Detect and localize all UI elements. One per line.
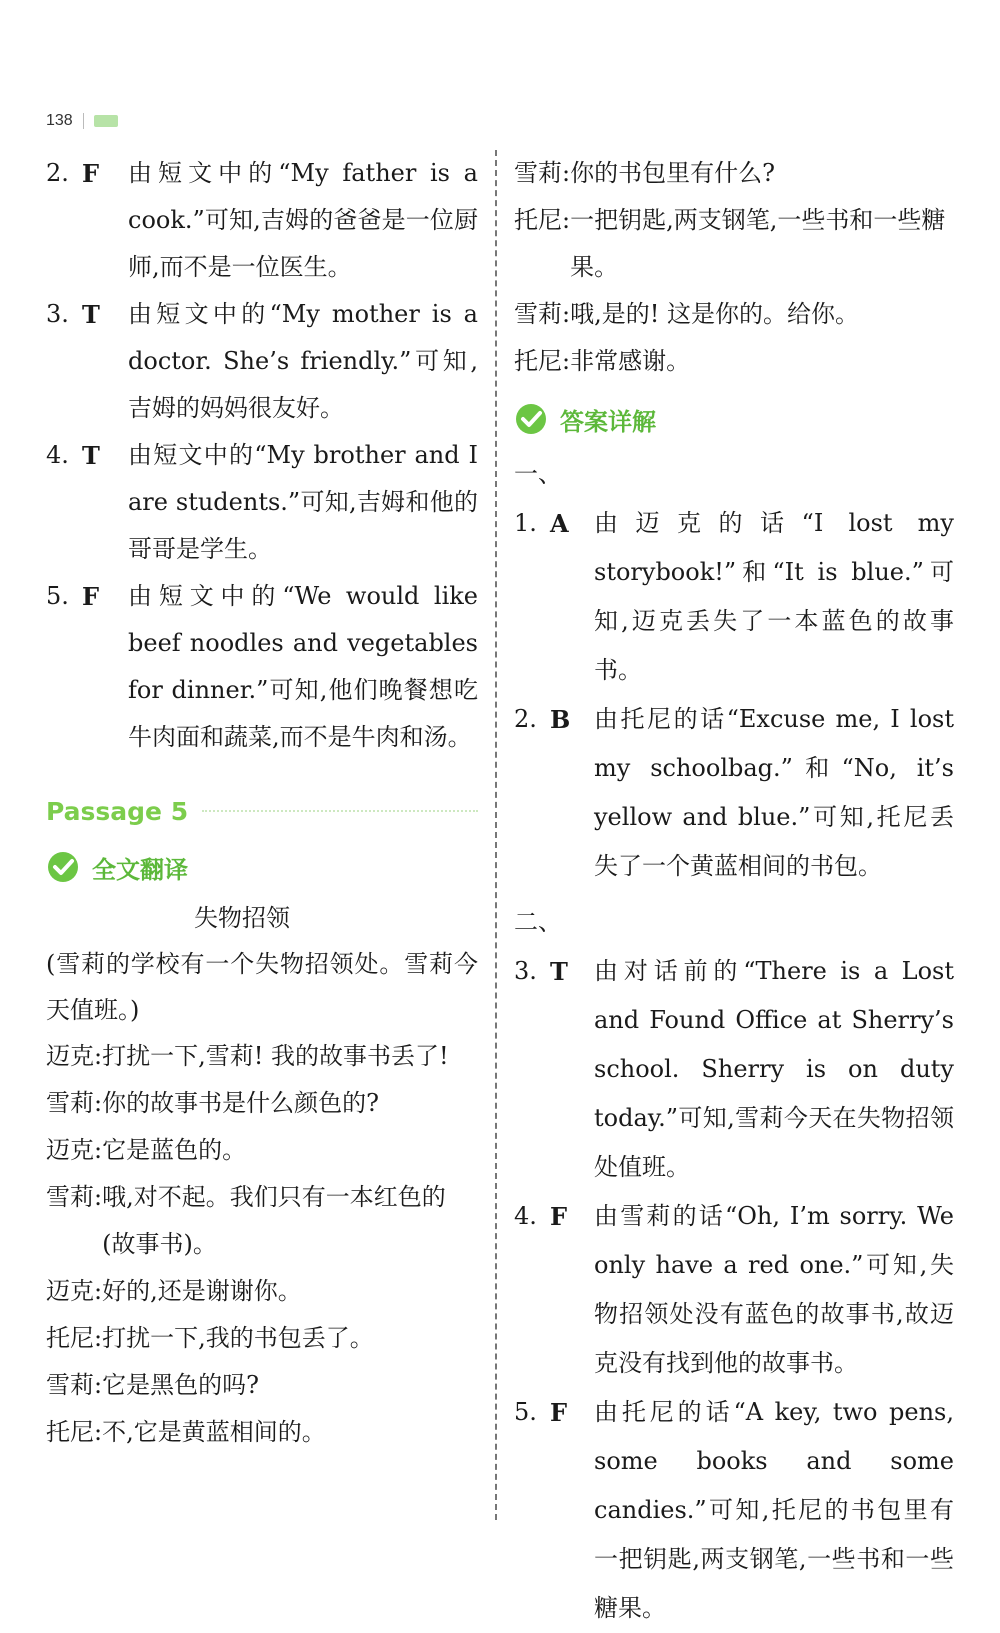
story-intro: (雪莉的学校有一个失物招领处。雪莉今天值班。) [46, 950, 478, 1024]
dialogue-speaker: 迈克: [46, 1277, 103, 1305]
answer-explanation: 由对话前的“There is a Lost and Found Office at Sherry’s school. Sherry is on duty today.”可知,雪莉今天在失物招领处值班。 [594, 957, 954, 1181]
dialogue-text: 好的,还是谢谢你。 [102, 1277, 302, 1305]
dialogue-line [514, 291, 954, 338]
dialogue-speaker: 迈克: [46, 1136, 103, 1164]
page-number: 138 [46, 112, 73, 129]
header-divider [83, 113, 84, 129]
answer-item [46, 432, 478, 573]
dialogue-line [514, 150, 954, 197]
answer-letter: B [550, 705, 571, 734]
section-label: 全文翻译 [92, 855, 188, 884]
answer-number: 2. [46, 159, 69, 187]
dialogue-text: 它是黑色的吗? [102, 1371, 259, 1399]
dialogue-speaker: 雪莉: [46, 1371, 103, 1399]
dialogue-text: 不,它是黄蓝相间的。 [102, 1418, 326, 1446]
dialogue-speaker: 迈克: [46, 1042, 103, 1070]
answer-letter: T [82, 300, 100, 329]
answer-explanation: 由托尼的话“A key, two pens, some books and some candies.”可知,托尼的书包里有一把钥匙,两支钢笔,一些书和一些糖果。 [594, 1398, 954, 1622]
passage-rule [202, 810, 478, 812]
dialogue-text: 哦,是的! 这是你的。给你。 [570, 300, 859, 328]
answer-item [46, 291, 478, 432]
passage-label: Passage 5 [46, 796, 189, 826]
dialogue-line [46, 1174, 478, 1268]
dialogue-line [46, 1362, 478, 1409]
dialogue-line [46, 1409, 478, 1456]
dialogue-text: 一把钥匙,两支钢笔,一些书和一些糖果。 [570, 206, 946, 281]
answer-item [514, 1388, 954, 1633]
dialogue-line [514, 197, 954, 291]
answer-item [514, 695, 954, 891]
dialogue-line [46, 1127, 478, 1174]
answer-explanation: 由雪莉的话“Oh, I’m sorry. We only have a red one.”可知,失物招领处没有蓝色的故事书,故迈克没有找到他的故事书。 [594, 1202, 954, 1377]
answer-letter: F [550, 1398, 568, 1427]
answer-item [514, 1192, 954, 1388]
answer-number: 4. [46, 441, 69, 469]
dialogue-speaker: 雪莉: [46, 1183, 103, 1211]
answer-letter: F [82, 159, 100, 188]
answer-explanation: 由迈克的话“I lost my storybook!”和“It is blue.”可知,迈克丢失了一本蓝色的故事书。 [594, 509, 954, 684]
answer-explanation: 由短文中的“My father is a cook.”可知,吉姆的爸爸是一位厨师,而不是一位医生。 [128, 159, 478, 281]
dialogue-speaker: 雪莉: [514, 300, 571, 328]
dialogue-line [46, 1315, 478, 1362]
answer-number: 5. [46, 582, 69, 610]
answer-explanation: 由短文中的“My brother and I are students.”可知,吉姆和他的哥哥是学生。 [128, 441, 478, 563]
answer-letter: F [550, 1202, 568, 1231]
dialogue-text: 非常感谢。 [570, 347, 691, 375]
dialogue-speaker: 托尼: [46, 1324, 103, 1352]
check-circle-icon [514, 402, 548, 436]
answer-number: 3. [514, 957, 537, 985]
dialogue-text: 你的书包里有什么? [570, 159, 775, 187]
column-divider [495, 150, 497, 1520]
dialogue-speaker: 托尼: [514, 206, 571, 234]
dialogue-text: 哦,对不起。我们只有一本红色的(故事书)。 [102, 1183, 446, 1258]
dialogue-text: 你的故事书是什么颜色的? [102, 1089, 379, 1117]
check-circle-icon [46, 850, 80, 884]
dialogue-line [46, 1268, 478, 1315]
part-label: 二、 [514, 908, 562, 936]
answer-number: 2. [514, 705, 537, 733]
dialogue-speaker: 托尼: [46, 1418, 103, 1446]
dialogue-text: 它是蓝色的。 [102, 1136, 247, 1164]
passage-title [46, 789, 478, 833]
page-header [46, 108, 118, 134]
part-label: 一、 [514, 460, 562, 488]
answer-explanation: 由短文中的“My mother is a doctor. She’s friendly.”可知,吉姆的妈妈很友好。 [128, 300, 478, 422]
dialogue-speaker: 托尼: [514, 347, 571, 375]
dialogue-line [46, 1033, 478, 1080]
dialogue-line [46, 1080, 478, 1127]
answer-item [514, 499, 954, 695]
dialogue-text: 打扰一下,我的书包丢了。 [102, 1324, 374, 1352]
answer-item [46, 150, 478, 291]
section-label: 答案详解 [560, 407, 656, 436]
answer-letter: T [550, 957, 568, 986]
left-column [46, 150, 478, 1456]
answer-letter: T [82, 441, 100, 470]
story-title: 失物招领 [194, 904, 290, 932]
right-column [514, 150, 954, 1633]
dialogue-line [514, 338, 954, 385]
header-logo [94, 115, 118, 127]
section-heading-translation [46, 843, 478, 891]
answer-explanation: 由短文中的“We would like beef noodles and vegetables for dinner.”可知,他们晚餐想吃牛肉面和蔬菜,而不是牛肉和汤。 [128, 582, 478, 751]
answer-number: 1. [514, 509, 537, 537]
answer-number: 5. [514, 1398, 537, 1426]
answer-number: 4. [514, 1202, 537, 1230]
section-heading-explanation [514, 395, 954, 443]
answer-item [514, 947, 954, 1192]
dialogue-speaker: 雪莉: [46, 1089, 103, 1117]
answer-letter: F [82, 582, 100, 611]
answer-number: 3. [46, 300, 69, 328]
dialogue-text: 打扰一下,雪莉! 我的故事书丢了! [102, 1042, 449, 1070]
answer-letter: A [550, 509, 569, 538]
answer-explanation: 由托尼的话“Excuse me, I lost my schoolbag.”和“No, it’s yellow and blue.”可知,托尼丢失了一个黄蓝相间的书包。 [594, 705, 954, 880]
dialogue-speaker: 雪莉: [514, 159, 571, 187]
answer-item [46, 573, 478, 761]
